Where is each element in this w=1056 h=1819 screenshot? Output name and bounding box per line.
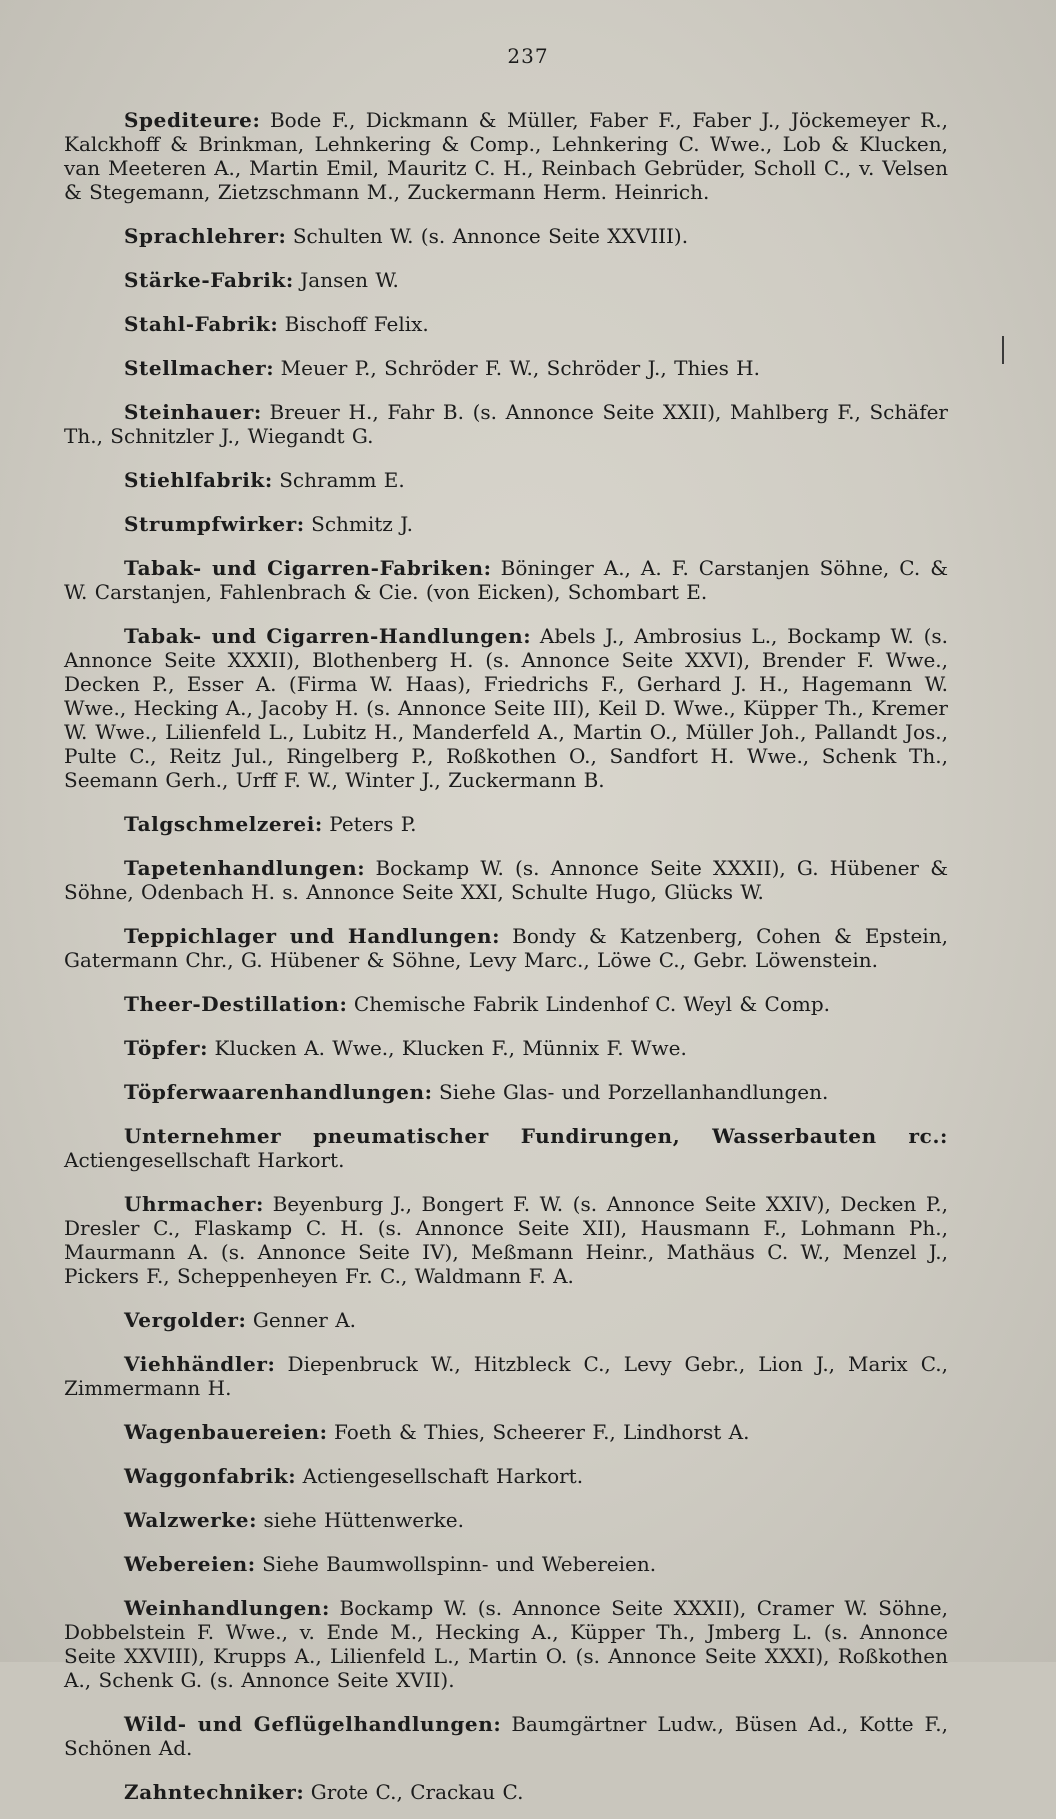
- entry-text: Schmitz J.: [311, 512, 414, 536]
- entry-text: Grote C., Crackau C.: [310, 1780, 524, 1804]
- directory-entry-weinhandlungen: [64, 1596, 948, 1692]
- entry-text: Chemische Fabrik Lindenhof C. Weyl & Comp.: [353, 992, 830, 1016]
- entry-text: Jansen W.: [300, 268, 399, 292]
- entry-text: Schulten W. (s. Annonce Seite XXVIII).: [292, 224, 689, 248]
- entry-heading: Stärke-Fabrik:: [124, 268, 294, 292]
- entry-heading: Walzwerke:: [124, 1508, 258, 1532]
- entry-heading: Steinhauer:: [124, 400, 262, 424]
- entry-text: Böninger A., A. F. Carstanjen Söhne, C. & W. Carstanjen, Fahlenbrach & Cie. (von Eicken), Schombart E.: [64, 556, 949, 604]
- directory-entry-unternehmer: [64, 1124, 948, 1172]
- entry-heading: Stahl-Fabrik:: [124, 312, 279, 336]
- entry-text: Beyenburg J., Bongert F. W. (s. Annonce Seite XXIV), Decken P., Dresler C., Flaskamp C. H. (s. Annonce Seite XII), Hausmann F., Lohmann Ph., Maurmann A. (s. Annonce Seite IV), Meßmann Heinr., Mathäus C. W., Menzel J., Pickers F., Scheppenheyen Fr. C., Waldmann F. A.: [64, 1192, 948, 1288]
- entry-heading: Wild- und Geflügelhandlungen:: [124, 1712, 502, 1736]
- directory-entry-stellmacher: [64, 356, 948, 380]
- trade-directory-list: [64, 88, 948, 1819]
- directory-entry-tapetenhandlungen: [64, 856, 948, 904]
- entry-heading: Stiehlfabrik:: [124, 468, 273, 492]
- directory-entry-stiehlfabrik: [64, 468, 948, 492]
- entry-text: Baumgärtner Ludw., Büsen Ad., Kotte F., Schönen Ad.: [64, 1712, 948, 1760]
- directory-entry-vergolder: [64, 1308, 948, 1332]
- entry-text: Bockamp W. (s. Annonce Seite XXXII), Cramer W. Söhne, Dobbelstein F. Wwe., v. Ende M., Hecking A., Küpper Th., Jmberg L. (s. Annonce Seite XXVIII), Krupps A., Lilienfeld L., Martin O. (s. Annonce Seite XXXI), Roßkothen A., Schenk G. (s. Annonce Seite XVII).: [64, 1596, 948, 1692]
- entry-text: Klucken A. Wwe., Klucken F., Münnix F. Wwe.: [214, 1036, 687, 1060]
- entry-text: Breuer H., Fahr B. (s. Annonce Seite XXII), Mahlberg F., Schäfer Th., Schnitzler J., Wiegandt G.: [64, 400, 948, 448]
- entry-text: Bode F., Dickmann & Müller, Faber F., Faber J., Jöckemeyer R., Kalckhoff & Brinkman, Lehnkering & Comp., Lehnkering C. Wwe., Lob & Klucken, van Meeteren A., Martin Emil, Mauritz C. H., Reinbach Gebrüder, Scholl C., v. Velsen & Stegemann, Zietzschmann M., Zuckermann Herm. Heinrich.: [64, 108, 948, 204]
- page-number: 237: [507, 44, 549, 68]
- directory-entry-strumpfwirker: [64, 512, 948, 536]
- entry-heading: Uhrmacher:: [124, 1192, 265, 1216]
- entry-text: Siehe Glas- und Porzellanhandlungen.: [439, 1080, 829, 1104]
- directory-entry-stahl-fabrik: [64, 312, 948, 336]
- directory-entry-tabak-cigarren-handlungen: [64, 624, 948, 792]
- margin-mark: [1002, 336, 1004, 364]
- entry-heading: Vergolder:: [124, 1308, 247, 1332]
- entry-heading: Tabak- und Cigarren-Fabriken:: [124, 556, 492, 580]
- entry-text: Meuer P., Schröder F. W., Schröder J., Thies H.: [280, 356, 760, 380]
- directory-entry-talgschmelzerei: [64, 812, 948, 836]
- entry-heading: Spediteure:: [124, 108, 261, 132]
- entry-heading: Strumpfwirker:: [124, 512, 305, 536]
- directory-entry-zahntechniker: [64, 1780, 948, 1804]
- entry-text: Foeth & Thies, Scheerer F., Lindhorst A.: [334, 1420, 750, 1444]
- directory-entry-toepferwaarenhandlungen: [64, 1080, 948, 1104]
- entry-text: siehe Hüttenwerke.: [263, 1508, 464, 1532]
- directory-entry-spediteure: [64, 108, 948, 204]
- directory-entry-teppichlager: [64, 924, 948, 972]
- entry-text: Actiengesellschaft Harkort.: [302, 1464, 584, 1488]
- entry-heading: Wagenbauereien:: [124, 1420, 328, 1444]
- entry-heading: Töpferwaarenhandlungen:: [124, 1080, 433, 1104]
- entry-text: Abels J., Ambrosius L., Bockamp W. (s. Annonce Seite XXXII), Blothenberg H. (s. Annonce Seite XXVI), Brender F. Wwe., Decken P., Esser A. (Firma W. Haas), Friedrichs F., Gerhard J. H., Hagemann W. Wwe., Hecking A., Jacoby H. (s. Annonce Seite III), Keil D. Wwe., Küpper Th., Kremer W. Wwe., Lilienfeld L., Lubitz H., Manderfeld A., Martin O., Müller Joh., Pallandt Jos., Pulte C., Reitz Jul., Ringelberg P., Roßkothen O., Sandfort H. Wwe., Schenk Th., Seemann Gerh., Urff F. W., Winter J., Zuckermann B.: [64, 624, 948, 792]
- entry-heading: Weinhandlungen:: [124, 1596, 331, 1620]
- directory-entry-sprachlehrer: [64, 224, 948, 248]
- directory-entry-waggonfabrik: [64, 1464, 948, 1488]
- directory-entry-toepfer: [64, 1036, 948, 1060]
- directory-entry-staerke-fabrik: [64, 268, 948, 292]
- entry-text: Diepenbruck W., Hitzbleck C., Levy Gebr., Lion J., Marix C., Zimmermann H.: [64, 1352, 949, 1400]
- entry-text: Schramm E.: [279, 468, 405, 492]
- entry-text: Genner A.: [252, 1308, 356, 1332]
- directory-entry-wagenbauereien: [64, 1420, 948, 1444]
- entry-text: Peters P.: [329, 812, 417, 836]
- entry-text: Actiengesellschaft Harkort.: [64, 1148, 345, 1172]
- directory-entry-theer-destillation: [64, 992, 948, 1016]
- entry-heading: Tabak- und Cigarren-Handlungen:: [124, 624, 532, 648]
- entry-heading: Teppichlager und Handlungen:: [124, 924, 501, 948]
- directory-entry-uhrmacher: [64, 1192, 948, 1288]
- entry-heading: Zahntechniker:: [124, 1780, 305, 1804]
- directory-entry-walzwerke: [64, 1508, 948, 1532]
- entry-text: Bockamp W. (s. Annonce Seite XXXII), G. Hübener & Söhne, Odenbach H. s. Annonce Seite XXI, Schulte Hugo, Glücks W.: [64, 856, 948, 904]
- entry-heading: Stellmacher:: [124, 356, 275, 380]
- entry-heading: Sprachlehrer:: [124, 224, 287, 248]
- entry-heading: Theer-Destillation:: [124, 992, 348, 1016]
- entry-heading: Waggonfabrik:: [124, 1464, 297, 1488]
- directory-entry-wild-gefluegelhandlungen: [64, 1712, 948, 1760]
- entry-heading: Unternehmer pneumatischer Fundirungen, Wasserbauten rc.:: [124, 1124, 948, 1148]
- entry-text: Bondy & Katzenberg, Cohen & Epstein, Gatermann Chr., G. Hübener & Söhne, Levy Marc., Löwe C., Gebr. Löwenstein.: [64, 924, 948, 972]
- entry-heading: Tapetenhandlungen:: [124, 856, 366, 880]
- entry-heading: Talgschmelzerei:: [124, 812, 323, 836]
- entry-text: Bischoff Felix.: [284, 312, 429, 336]
- entry-heading: Webereien:: [124, 1552, 256, 1576]
- entry-text: Siehe Baumwollspinn- und Webereien.: [262, 1552, 657, 1576]
- entry-heading: Töpfer:: [124, 1036, 209, 1060]
- directory-entry-viehhaendler: [64, 1352, 948, 1400]
- directory-entry-webereien: [64, 1552, 948, 1576]
- directory-entry-steinhauer: [64, 400, 948, 448]
- directory-entry-tabak-cigarren-fabriken: [64, 556, 948, 604]
- entry-heading: Viehhändler:: [124, 1352, 276, 1376]
